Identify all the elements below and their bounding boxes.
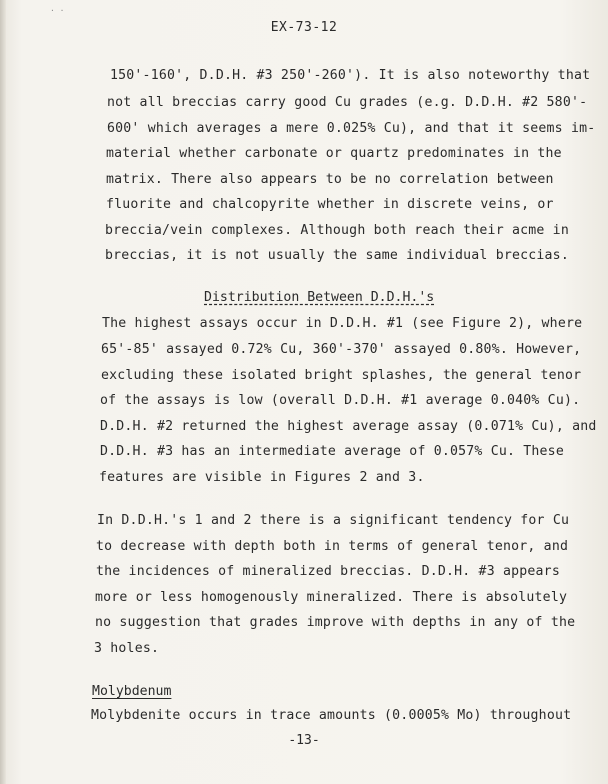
text-line: D.D.H. #2 returned the highest average assay (0.071% Cu), and xyxy=(100,419,597,434)
text-line: fluorite and chalcopyrite whether in discrete veins, or xyxy=(106,197,554,212)
text-line: material whether carbonate or quartz predominates in the xyxy=(106,146,562,161)
scan-speckles: · · xyxy=(50,6,65,15)
text-line: features are visible in Figures 2 and 3. xyxy=(99,470,425,485)
text-line: not all breccias carry good Cu grades (e.g. D.D.H. #2 580'- xyxy=(107,95,588,110)
text-line: In D.D.H.'s 1 and 2 there is a significant tendency for Cu xyxy=(97,513,570,528)
section-heading-distribution: Distribution Between D.D.H.'s xyxy=(204,290,435,305)
text-line: 150'-160', D.D.H. #3 250'-260'). It is also noteworthy that xyxy=(110,68,591,83)
text-line: breccias, it is not usually the same individual breccias. xyxy=(105,248,569,263)
text-line: matrix. There also appears to be no correlation between xyxy=(106,172,554,187)
text-line: more or less homogenously mineralized. There is absolutely xyxy=(95,590,568,605)
page-number: -13- xyxy=(288,733,320,748)
text-line: 600' which averages a mere 0.025% Cu), and that it seems im- xyxy=(107,121,596,136)
text-line: no suggestion that grades improve with depths in any of the xyxy=(95,615,576,630)
page-edge-shadow xyxy=(0,0,6,784)
section-heading-molybdenum: Molybdenum xyxy=(92,684,172,699)
text-line: 65'-85' assayed 0.72% Cu, 360'-370' assayed 0.80%. However, xyxy=(101,342,582,357)
text-line: The highest assays occur in D.D.H. #1 (see Figure 2), where xyxy=(102,316,583,331)
text-line: 3 holes. xyxy=(94,641,160,656)
text-line: excluding these isolated bright splashes, the general tenor xyxy=(101,368,582,383)
text-line: breccia/vein complexes. Although both reach their acme in xyxy=(105,223,569,238)
text-line: the incidences of mineralized breccias. D.D.H. #3 appears xyxy=(96,564,560,579)
text-line: Molybdenite occurs in trace amounts (0.0005% Mo) throughout xyxy=(91,708,572,723)
document-id-header: EX-73-12 xyxy=(270,20,338,35)
text-line: D.D.H. #3 has an intermediate average of 0.057% Cu. These xyxy=(100,444,564,459)
text-line: to decrease with depth both in terms of general tenor, and xyxy=(96,539,569,554)
text-line: of the assays is low (overall D.D.H. #1 average 0.040% Cu). xyxy=(100,393,581,408)
